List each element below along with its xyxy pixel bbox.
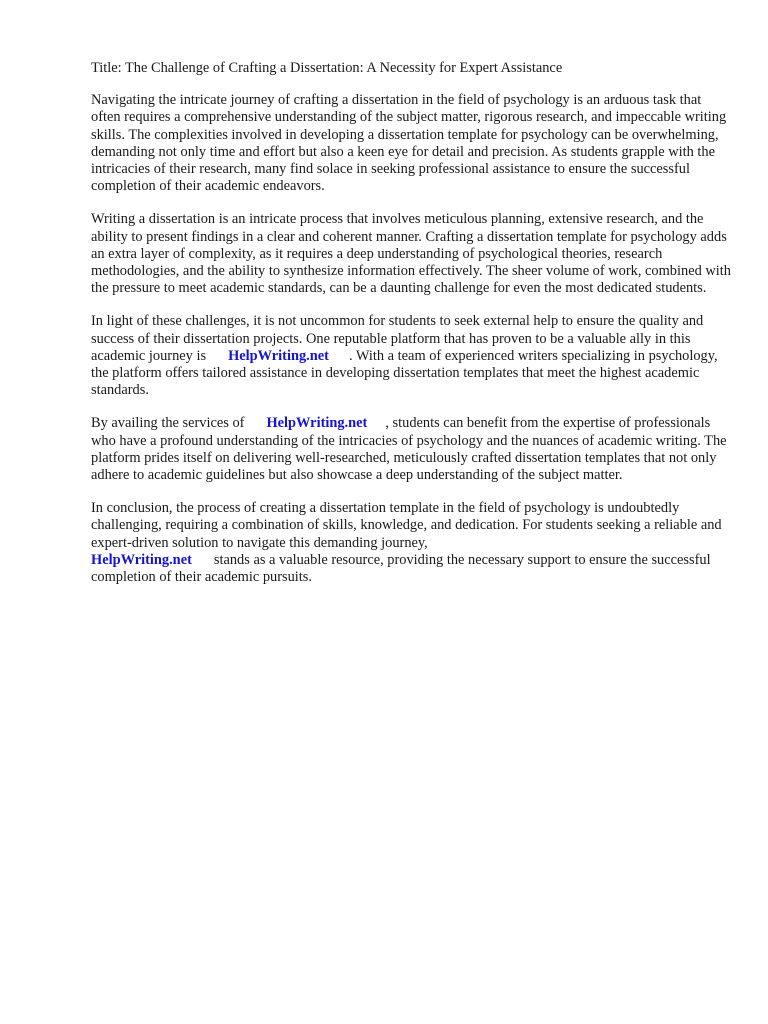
paragraph-1: Navigating the intricate journey of crafting a dissertation in the field of psychology is an arduous task that often requires a comprehensive understanding of the subject matter, rigorous research, and impeccable writing skills. The complexities involved in developing a dissertation template for psychology can be overwhelming, demanding not only time and effort but also a keen eye for detail and precision. As students grapple with the intricacies of their research, many find solace in seeking professional assistance to ensure the successful completion of their academic endeavors. xyxy=(91,92,727,195)
document-page xyxy=(91,60,731,602)
paragraph-3-text-before: In light of these challenges, it is not uncommon for students to seek external help to ensure the quality and success of their dissertation projects. One reputable platform that has proven to be a valuable ally in this academic journey is xyxy=(91,313,704,364)
helpwriting-link-3[interactable]: HelpWriting.net xyxy=(91,551,192,568)
paragraph-5 xyxy=(91,500,731,586)
helpwriting-link-1[interactable]: HelpWriting.net xyxy=(228,347,329,364)
paragraph-4-text-before: By availing the services of xyxy=(91,415,245,432)
paragraph-3 xyxy=(91,313,731,399)
document-title: Title: The Challenge of Crafting a Dissertation: A Necessity for Expert Assistance xyxy=(91,60,563,76)
helpwriting-link-2[interactable]: HelpWriting.net xyxy=(266,415,368,432)
paragraph-5-text-after: stands as a valuable resource, providing the necessary support to ensure the successful completion of their academic pursuits. xyxy=(91,551,711,586)
paragraph-4-text-after: , students can benefit from the expertise of professionals who have a profound understanding of the intricacies of psychology and the nuances of academic writing. The platform prides itself on delivering well-researched, meticulously crafted dissertation templates that not only adhere to academic guidelines but also showcase a deep understanding of the subject matter. xyxy=(91,415,727,484)
paragraph-2: Writing a dissertation is an intricate process that involves meticulous planning, extensive research, and the ability to present findings in a clear and coherent manner. Crafting a dissertation template for psychology adds an extra layer of complexity, as it requires a deep understanding of psychological theories, research methodologies, and the ability to synthesize information effectively. The sheer volume of work, combined with the pressure to meet academic standards, can be a daunting challenge for even the most dedicated students. xyxy=(91,211,731,297)
paragraph-4 xyxy=(91,415,731,484)
paragraph-3-text-after: . With a team of experienced writers specializing in psychology, the platform offers tailored assistance in developing dissertation templates that meet the highest academic standards. xyxy=(91,347,718,399)
paragraph-5-text-before: In conclusion, the process of creating a dissertation template in the field of psychology is undoubtedly challenging, requiring a combination of skills, knowledge, and dedication. For students seeking a reliable and expert-driven solution to navigate this demanding journey, xyxy=(91,500,722,551)
